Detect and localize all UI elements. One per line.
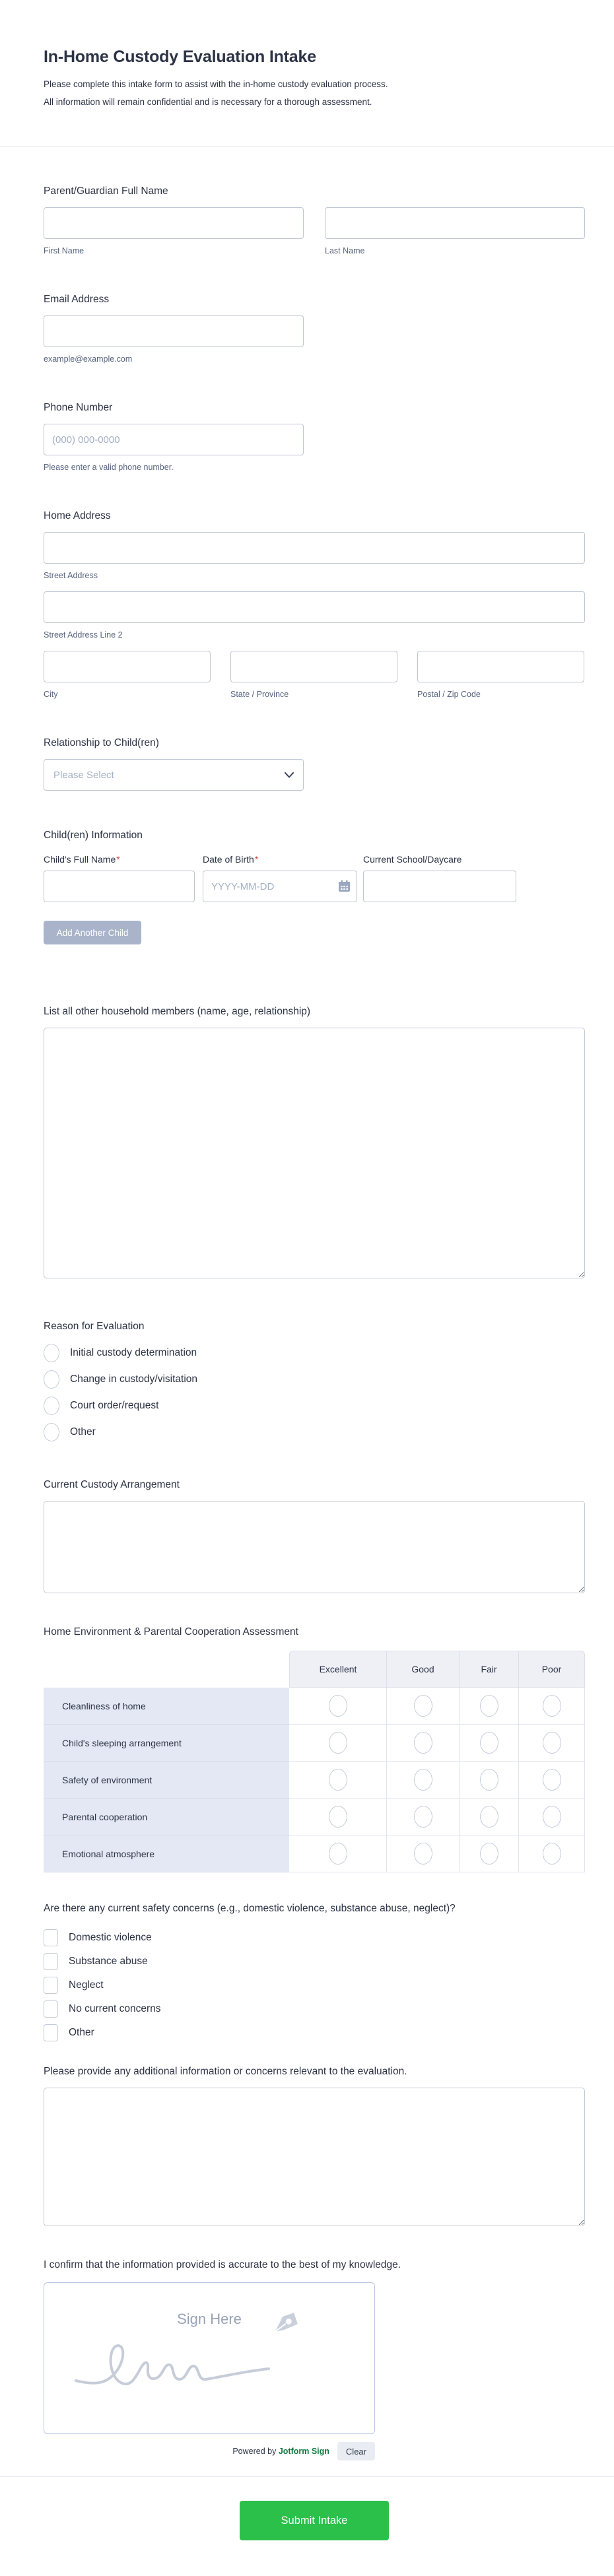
phone-label: Phone Number [44,402,113,413]
email-sublabel: example@example.com [44,354,133,364]
matrix-radio-icon[interactable] [329,1843,347,1865]
additional-label: Please provide any additional information or concerns relevant to the evaluation. [44,2066,407,2077]
matrix-cell-3-2[interactable] [460,1799,519,1835]
calendar-icon[interactable] [338,880,351,896]
last-name-sublabel: Last Name [325,246,365,255]
safety-option-1[interactable] [44,1953,585,1970]
field-custody [44,1478,585,1597]
matrix-col-header-1: Good [387,1651,460,1688]
matrix-radio-icon[interactable] [480,1806,498,1828]
field-relationship [44,737,585,791]
field-email [44,293,585,364]
state-input[interactable] [230,651,397,682]
household-textarea[interactable] [44,1028,585,1278]
required-asterisk: * [254,854,259,865]
matrix-cell-0-0[interactable] [289,1688,387,1725]
matrix-cell-4-0[interactable] [289,1835,387,1872]
header-divider [0,146,614,147]
matrix-radio-icon[interactable] [329,1695,347,1717]
custody-label: Current Custody Arrangement [44,1479,180,1490]
postal-input[interactable] [417,651,584,682]
reason-option-label: Initial custody determination [70,1347,197,1358]
sign-here-text: Sign Here [177,2311,242,2327]
field-matrix [44,1626,585,1872]
reason-option-label: Other [70,1426,96,1437]
matrix-col-header-3: Poor [519,1651,585,1688]
safety-option-4[interactable] [44,2024,585,2041]
reason-option-2[interactable] [44,1397,585,1415]
first-name-input[interactable] [44,207,304,239]
matrix-radio-icon[interactable] [543,1843,561,1865]
matrix-cell-0-1[interactable] [387,1688,460,1725]
city-sublabel: City [44,690,58,699]
reason-label: Reason for Evaluation [44,1321,145,1332]
reason-option-0[interactable] [44,1344,585,1362]
phone-sublabel: Please enter a valid phone number. [44,463,174,472]
matrix-radio-icon[interactable] [480,1769,498,1791]
matrix-cell-4-2[interactable] [460,1835,519,1872]
matrix-radio-icon[interactable] [414,1732,432,1754]
first-name-sublabel: First Name [44,246,85,255]
safety-option-label: Domestic violence [69,1932,152,1943]
radio-icon[interactable] [44,1370,59,1389]
page-title: In-Home Custody Evaluation Intake [44,48,316,66]
matrix-cell-1-0[interactable] [289,1725,387,1762]
parent-name-label: Parent/Guardian Full Name [44,185,168,197]
matrix-cell-0-3[interactable] [519,1688,585,1725]
matrix-cell-2-2[interactable] [460,1762,519,1799]
household-label: List all other household members (name, age, relationship) [44,1006,311,1017]
reason-option-label: Court order/request [70,1400,159,1411]
signature-squiggle-graphic [71,2323,289,2395]
field-address [44,510,585,700]
email-label: Email Address [44,294,110,305]
form-description: Please complete this intake form to assist with the in-home custody evaluation process. All information will remain confidential and is necessary for a thorough assessment. [44,79,388,107]
safety-option-3[interactable] [44,2000,585,2018]
safety-option-0[interactable] [44,1929,585,1946]
form-header [44,0,585,147]
postal-sublabel: Postal / Zip Code [417,690,481,699]
matrix-row-label-3: Parental cooperation [44,1799,289,1835]
custody-textarea[interactable] [44,1501,585,1593]
children-label: Child(ren) Information [44,830,143,841]
signature-label: I confirm that the information provided is accurate to the best of my knowledge. [44,2259,401,2270]
checkbox-icon[interactable] [44,1977,58,1994]
jotform-sign-brand: Jotform Sign [278,2447,329,2456]
checkbox-icon[interactable] [44,2000,58,2018]
child-name-input[interactable] [44,871,195,902]
field-phone [44,401,585,473]
matrix-radio-icon[interactable] [414,1695,432,1717]
radio-icon[interactable] [44,1344,59,1362]
add-another-child-button[interactable]: Add Another Child [44,921,141,944]
matrix-radio-icon[interactable] [414,1806,432,1828]
state-sublabel: State / Province [230,690,289,699]
child-dob-input[interactable] [203,871,357,902]
matrix-cell-2-3[interactable] [519,1762,585,1799]
matrix-radio-icon[interactable] [480,1843,498,1865]
matrix-radio-icon[interactable] [543,1769,561,1791]
field-parent-name [44,185,585,256]
matrix-cell-2-0[interactable] [289,1762,387,1799]
matrix-cell-1-2[interactable] [460,1725,519,1762]
relationship-select-value: Please Select [53,769,114,781]
child-school-header: Current School/Daycare [363,854,462,865]
field-safety [44,1899,585,2041]
reason-option-label: Change in custody/visitation [70,1373,198,1385]
matrix-radio-icon[interactable] [329,1732,347,1754]
reason-options [44,1344,585,1441]
matrix-radio-icon[interactable] [329,1769,347,1791]
matrix-radio-icon[interactable] [543,1806,561,1828]
reason-option-1[interactable] [44,1370,585,1389]
matrix-cell-1-1[interactable] [387,1725,460,1762]
email-input[interactable] [44,315,304,347]
field-signature [44,2259,585,2460]
matrix-radio-icon[interactable] [543,1695,561,1717]
child-dob-header: Date of Birth* [203,854,259,865]
matrix-radio-icon[interactable] [329,1806,347,1828]
checkbox-icon[interactable] [44,1929,58,1946]
checkbox-icon[interactable] [44,2024,58,2041]
matrix-label: Home Environment & Parental Cooperation Assessment [44,1626,298,1637]
relationship-select[interactable] [44,759,304,791]
matrix-cell-3-0[interactable] [289,1799,387,1835]
matrix-radio-icon[interactable] [414,1843,432,1865]
assessment-matrix [44,1651,585,1872]
field-household [44,1005,585,1282]
safety-option-label: Other [69,2027,94,2038]
additional-textarea[interactable] [44,2088,585,2226]
safety-option-label: Substance abuse [69,1956,148,1967]
radio-icon[interactable] [44,1423,59,1441]
safety-option-2[interactable] [44,1977,585,1994]
powered-by-text: Powered by Jotform Sign [232,2447,329,2456]
safety-option-label: No current concerns [69,2003,161,2014]
safety-option-label: Neglect [69,1979,104,1991]
field-additional [44,2065,585,2229]
radio-icon[interactable] [44,1397,59,1415]
matrix-radio-icon[interactable] [543,1732,561,1754]
submit-section [44,2477,585,2566]
matrix-radio-icon[interactable] [480,1695,498,1717]
matrix-corner [44,1651,289,1688]
street-address-sublabel: Street Address [44,571,98,580]
matrix-radio-icon[interactable] [414,1769,432,1791]
last-name-input[interactable] [325,207,585,239]
matrix-row-label-2: Safety of environment [44,1762,289,1799]
child-school-input[interactable] [363,871,516,902]
matrix-row-label-1: Child's sleeping arrangement [44,1725,289,1762]
pen-nib-icon [271,2306,304,2339]
street-address2-input[interactable] [44,591,585,623]
matrix-cell-3-3[interactable] [519,1799,585,1835]
matrix-row-label-0: Cleanliness of home [44,1688,289,1725]
matrix-row-label-4: Emotional atmosphere [44,1835,289,1872]
required-asterisk: * [116,854,120,865]
city-input[interactable] [44,651,211,682]
checkbox-icon[interactable] [44,1953,58,1970]
matrix-cell-4-3[interactable] [519,1835,585,1872]
matrix-col-header-0: Excellent [289,1651,387,1688]
child-name-header: Child's Full Name* [44,854,120,865]
field-children [44,829,585,944]
street-address-input[interactable] [44,532,585,564]
chevron-down-icon [285,772,294,778]
matrix-radio-icon[interactable] [480,1732,498,1754]
matrix-col-header-2: Fair [460,1651,519,1688]
matrix-cell-2-1[interactable] [387,1762,460,1799]
signature-footer [44,2442,375,2460]
submit-button[interactable]: Submit Intake [240,2501,389,2540]
reason-option-3[interactable] [44,1423,585,1441]
relationship-label: Relationship to Child(ren) [44,737,159,748]
phone-input[interactable] [44,424,304,455]
safety-options [44,1929,585,2041]
safety-label: Are there any current safety concerns (e.g., domestic violence, substance abuse, neglect)? [44,1903,456,1914]
field-reason [44,1320,585,1441]
matrix-cell-0-2[interactable] [460,1688,519,1725]
matrix-cell-1-3[interactable] [519,1725,585,1762]
matrix-cell-4-1[interactable] [387,1835,460,1872]
address-label: Home Address [44,510,111,521]
street-address2-sublabel: Street Address Line 2 [44,630,123,640]
clear-signature-button[interactable]: Clear [337,2442,375,2460]
signature-pad[interactable] [44,2282,375,2434]
matrix-cell-3-1[interactable] [387,1799,460,1835]
